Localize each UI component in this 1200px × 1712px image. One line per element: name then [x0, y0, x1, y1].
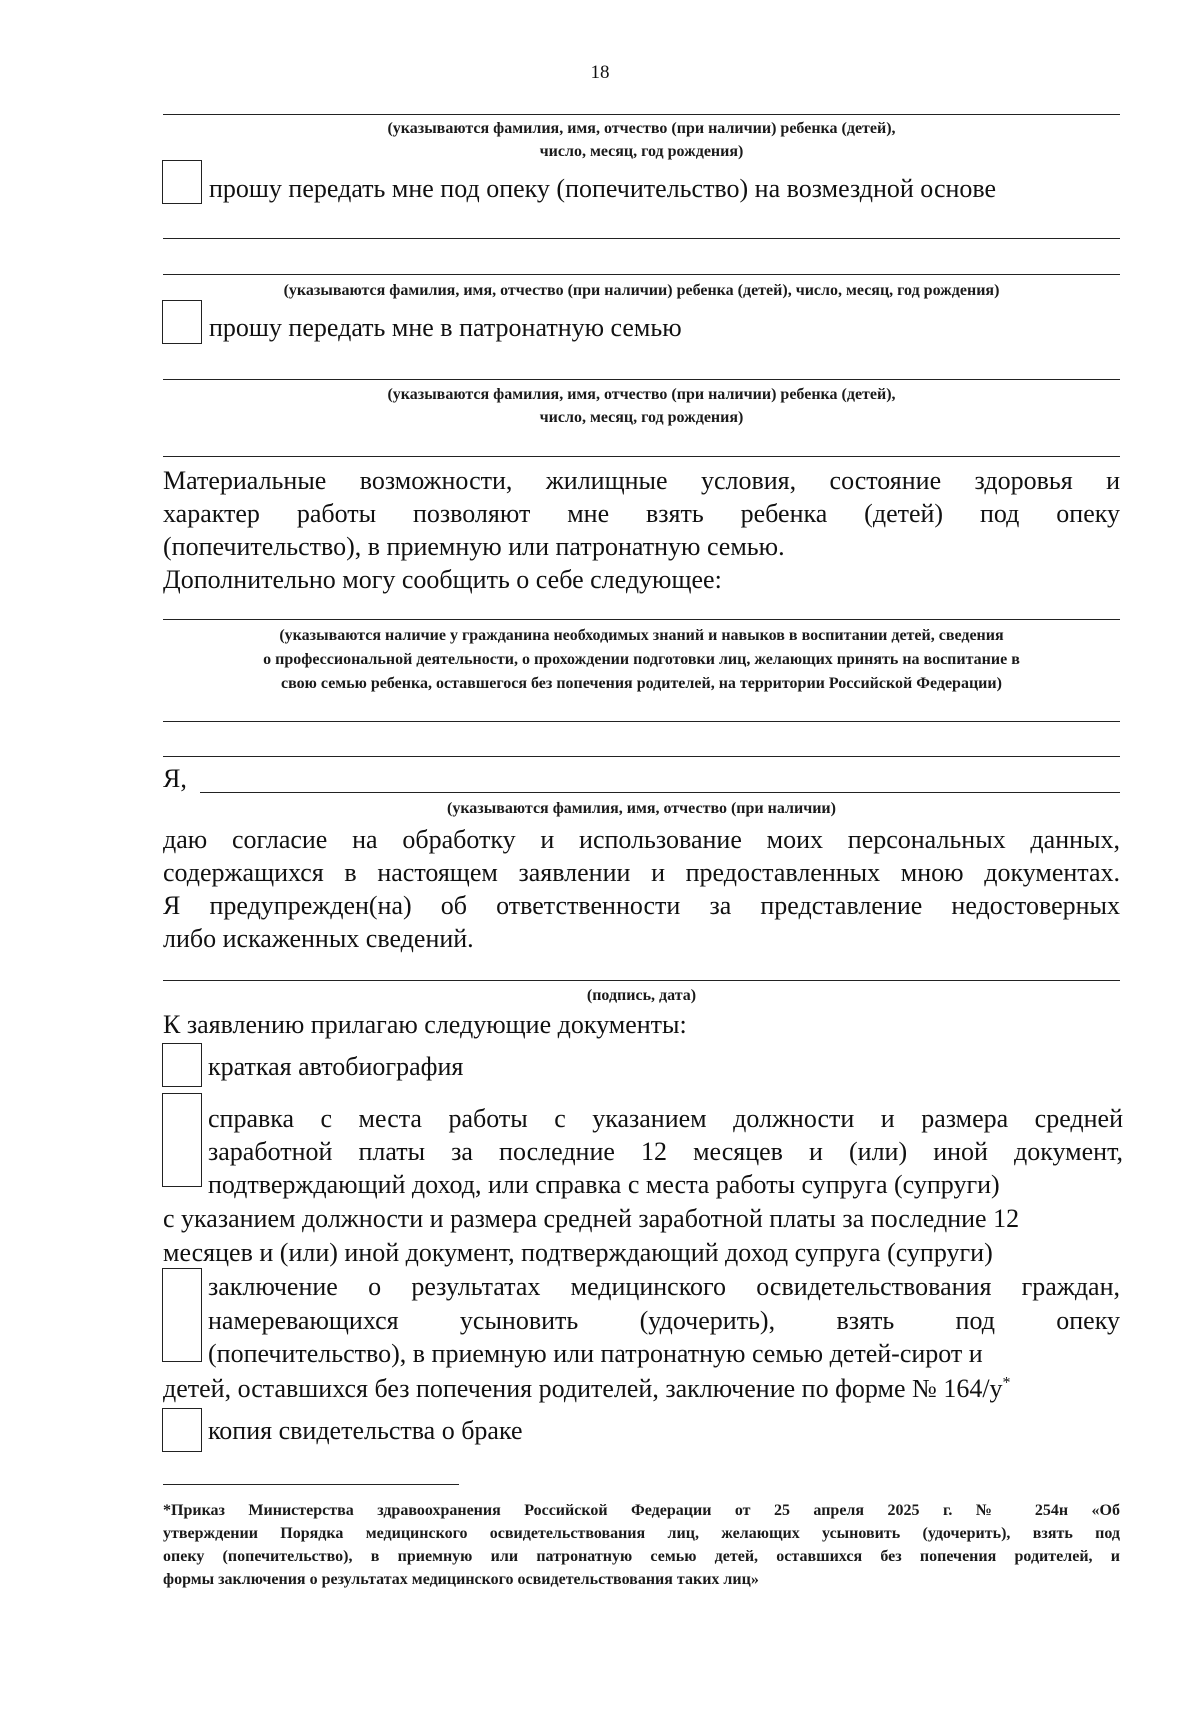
footnote-line-3: опеку (попечительство), в приемную или патронатную семью детей, оставшихся без попечения родителей, и	[163, 1548, 1120, 1565]
work-certificate-line-5: месяцев и (или) иной документ, подтверждающий доход супруга (супруги)	[163, 1238, 993, 1267]
autobiography-checkbox[interactable]	[162, 1043, 202, 1087]
work-certificate-line-2: заработной платы за последние 12 месяцев и (или) иной документ,	[208, 1137, 1123, 1166]
medical-conclusion-checkbox[interactable]	[162, 1268, 202, 1362]
signature-hint: (подпись, дата)	[586, 987, 697, 1004]
material-line-1: Материальные возможности, жилищные условия, состояние здоровья и	[163, 466, 1120, 495]
consent-line-4: либо искаженных сведений.	[163, 924, 474, 953]
additional-hint-1: (указываются наличие у гражданина необходимых знаний и навыков в воспитании детей, сведения	[279, 627, 1004, 644]
child-name-hint-1b: число, месяц, год рождения)	[539, 143, 744, 160]
additional-info-line-1	[163, 619, 1120, 620]
medical-conclusion-line-1: заключение о результатах медицинского освидетельствования граждан,	[208, 1272, 1120, 1301]
consent-line-2: содержащихся в настоящем заявлении и предоставленных мною документах.	[163, 858, 1120, 887]
child-name-hint-3a: (указываются фамилия, имя, отчество (при наличии) ребенка (детей),	[387, 386, 896, 403]
applicant-name-hint: (указываются фамилия, имя, отчество (при наличии)	[447, 800, 836, 817]
patronage-family-line	[163, 379, 1120, 380]
material-line-3: (попечительство), в приемную или патронатную семью.	[163, 532, 785, 561]
work-certificate-line-4: с указанием должности и размера средней заработной платы за последние 12	[163, 1204, 1020, 1233]
footnote-line-1: *Приказ Министерства здравоохранения Российской Федерации от 25 апреля 2025 г. № 254н «Об	[163, 1502, 1120, 1519]
medical-conclusion-line-3: (попечительство), в приемную или патронатную семью детей-сирот и	[208, 1339, 983, 1368]
child-name-hint-2: (указываются фамилия, имя, отчество (при наличии) ребенка (детей), число, месяц, год рождения)	[283, 282, 1000, 299]
work-certificate-line-3: подтверждающий доход, или справка с места работы супруга (супруги)	[208, 1170, 1000, 1199]
work-certificate-checkbox[interactable]	[162, 1093, 202, 1187]
marriage-certificate-label: копия свидетельства о браке	[208, 1416, 523, 1445]
patronage-family-checkbox[interactable]	[162, 300, 202, 344]
footnote-line-2: утверждении Порядка медицинского освидетельствования лиц, желающих усыновить (удочерить), взять под	[163, 1525, 1120, 1542]
material-line-2: характер работы позволяют мне взять ребенка (детей) под опеку	[163, 499, 1120, 528]
child-name-hint-3b: число, месяц, год рождения)	[539, 409, 744, 426]
paid-guardianship-checkbox[interactable]	[162, 160, 202, 204]
medical-conclusion-line-2: намеревающихся усыновить (удочерить), взять под опеку	[208, 1306, 1120, 1335]
consent-line-3: Я предупрежден(на) об ответственности за представление недостоверных	[163, 891, 1120, 920]
paid-guardianship-line-1	[163, 238, 1120, 239]
material-line-4: Дополнительно могу сообщить о себе следующее:	[163, 565, 722, 594]
medical-conclusion-line-4	[163, 1372, 1011, 1405]
documents-heading: К заявлению прилагаю следующие документы:	[163, 1010, 687, 1039]
consent-ya: Я,	[163, 764, 187, 793]
consent-line-1: даю согласие на обработку и использование моих персональных данных,	[163, 825, 1120, 854]
section-divider-line	[163, 456, 1120, 457]
child-name-hint-1a: (указываются фамилия, имя, отчество (при наличии) ребенка (детей),	[387, 120, 896, 137]
page-number: 18	[590, 62, 610, 83]
footnote-marker: *	[1002, 1374, 1011, 1392]
medical-conclusion-line-4-text: детей, оставшихся без попечения родителей, заключение по форме № 164/у	[163, 1374, 1003, 1403]
additional-info-line-2	[163, 721, 1120, 722]
additional-info-line-3	[163, 756, 1120, 757]
applicant-name-line	[200, 792, 1120, 793]
paid-guardianship-line-2	[163, 274, 1120, 275]
patronage-family-label: прошу передать мне в патронатную семью	[209, 313, 682, 342]
child-name-line-1	[163, 114, 1120, 115]
signature-line	[163, 980, 1120, 981]
footnote-separator	[163, 1484, 459, 1485]
footnote-line-4: формы заключения о результатах медицинского освидетельствования таких лиц»	[163, 1571, 759, 1588]
marriage-certificate-checkbox[interactable]	[162, 1408, 202, 1452]
autobiography-label: краткая автобиография	[208, 1052, 464, 1081]
paid-guardianship-label: прошу передать мне под опеку (попечительство) на возмездной основе	[209, 174, 997, 203]
additional-hint-3: свою семью ребенка, оставшегося без попечения родителей, на территории Российской Федерации)	[281, 675, 1002, 692]
additional-hint-2: о профессиональной деятельности, о прохождении подготовки лиц, желающих принять на воспитание в	[263, 651, 1020, 668]
work-certificate-line-1: справка с места работы с указанием должности и размера средней	[208, 1104, 1123, 1133]
